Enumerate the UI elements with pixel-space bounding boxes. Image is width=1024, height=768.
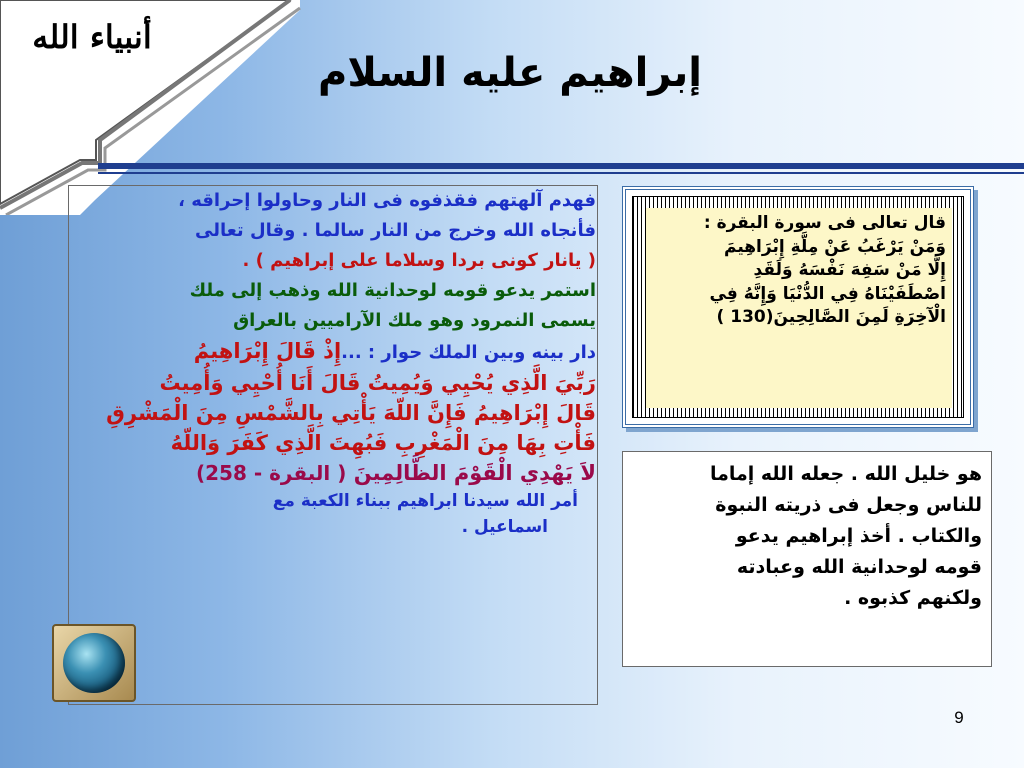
info-line: للناس وجعل فى ذريته النبوة [715,494,982,516]
globe-nav-button[interactable] [52,624,136,702]
title-rule-thin [98,172,1024,174]
ayah-start: إِذْ قَالَ إِبْرَاهِيمُ [193,339,342,363]
ayah-reference: ( البقرة - 258) [195,461,347,485]
narrative-line: فهدم آلهتهم فقذفوه فى النار وحاولوا إحراقه ، [178,190,596,211]
page-number: 9 [954,708,964,727]
quran-quote-box [622,186,974,428]
info-line: والكتاب . أخذ إبراهيم يدعو [735,525,982,547]
narrative-line: يسمى النمرود وهو ملك الآراميين بالعراق [233,310,596,331]
narrative-line: استمر يدعو قومه لوحدانية الله وذهب إلى ملك [189,280,596,301]
info-line: ولكنهم كذبوه . [844,587,982,609]
ayah-end: لاَ يَهْدِي الْقَوْمَ الظَّالِمِينَ [353,461,596,485]
quote-line: اصْطَفَيْنَاهُ فِي الدُّنْيَا وَإِنَّهُ فِي [709,283,946,304]
dialogue-intro: دار بينه وبين الملك حوار : ... [341,342,596,363]
quote-text [646,212,946,330]
info-text [634,459,982,614]
narrative-line [76,336,596,368]
narrative-text [76,186,596,540]
corner-label: أنبياء الله [32,18,152,56]
info-line: قومه لوحدانية الله وعبادته [736,556,982,578]
narrative-line: اسماعيل . [461,517,548,537]
quote-line: قال تعالى فى سورة البقرة : [703,213,946,233]
title-rule-thick [98,163,1024,169]
narrative-line: أمر الله سيدنا ابراهيم ببناء الكعبة مع [272,491,578,511]
ayah-line: قَالَ إِبْرَاهِيمُ فَإِنَّ اللّهَ يَأْتِي بِالشَّمْسِ مِنَ الْمَشْرِقِ [106,401,596,425]
quote-line: إِلَّا مَنْ سَفِهَ نَفْسَهُ وَلَقَدِ [753,260,946,280]
ayah-line: فَأْتِ بِهَا مِنَ الْمَغْرِبِ فَبُهِتَ الَّذِي كَفَرَ وَاللّهُ [170,431,596,455]
quote-line: الْآخِرَةِ لَمِنَ الصَّالِحِينَ(130 ) [716,307,946,327]
narrative-line: ( يانار كونى بردا وسلاما على إبراهيم ) . [242,250,596,271]
globe-icon [63,633,125,693]
ayah-line [76,458,596,488]
ayah-line: رَبِّيَ الَّذِي يُحْيِي وَيُمِيتُ قَالَ أَنَا أُحْيِي وَأُمِيتُ [159,371,596,395]
quote-line: وَمَنْ يَرْغَبُ عَنْ مِلَّةِ إِبْرَاهِيمَ [724,236,946,257]
info-line: هو خليل الله . جعله الله إماما [709,463,982,485]
slide-title: إبراهيم عليه السلام [318,50,702,96]
narrative-line: فأنجاه الله وخرج من النار سالما . وقال تعالى [195,220,596,241]
